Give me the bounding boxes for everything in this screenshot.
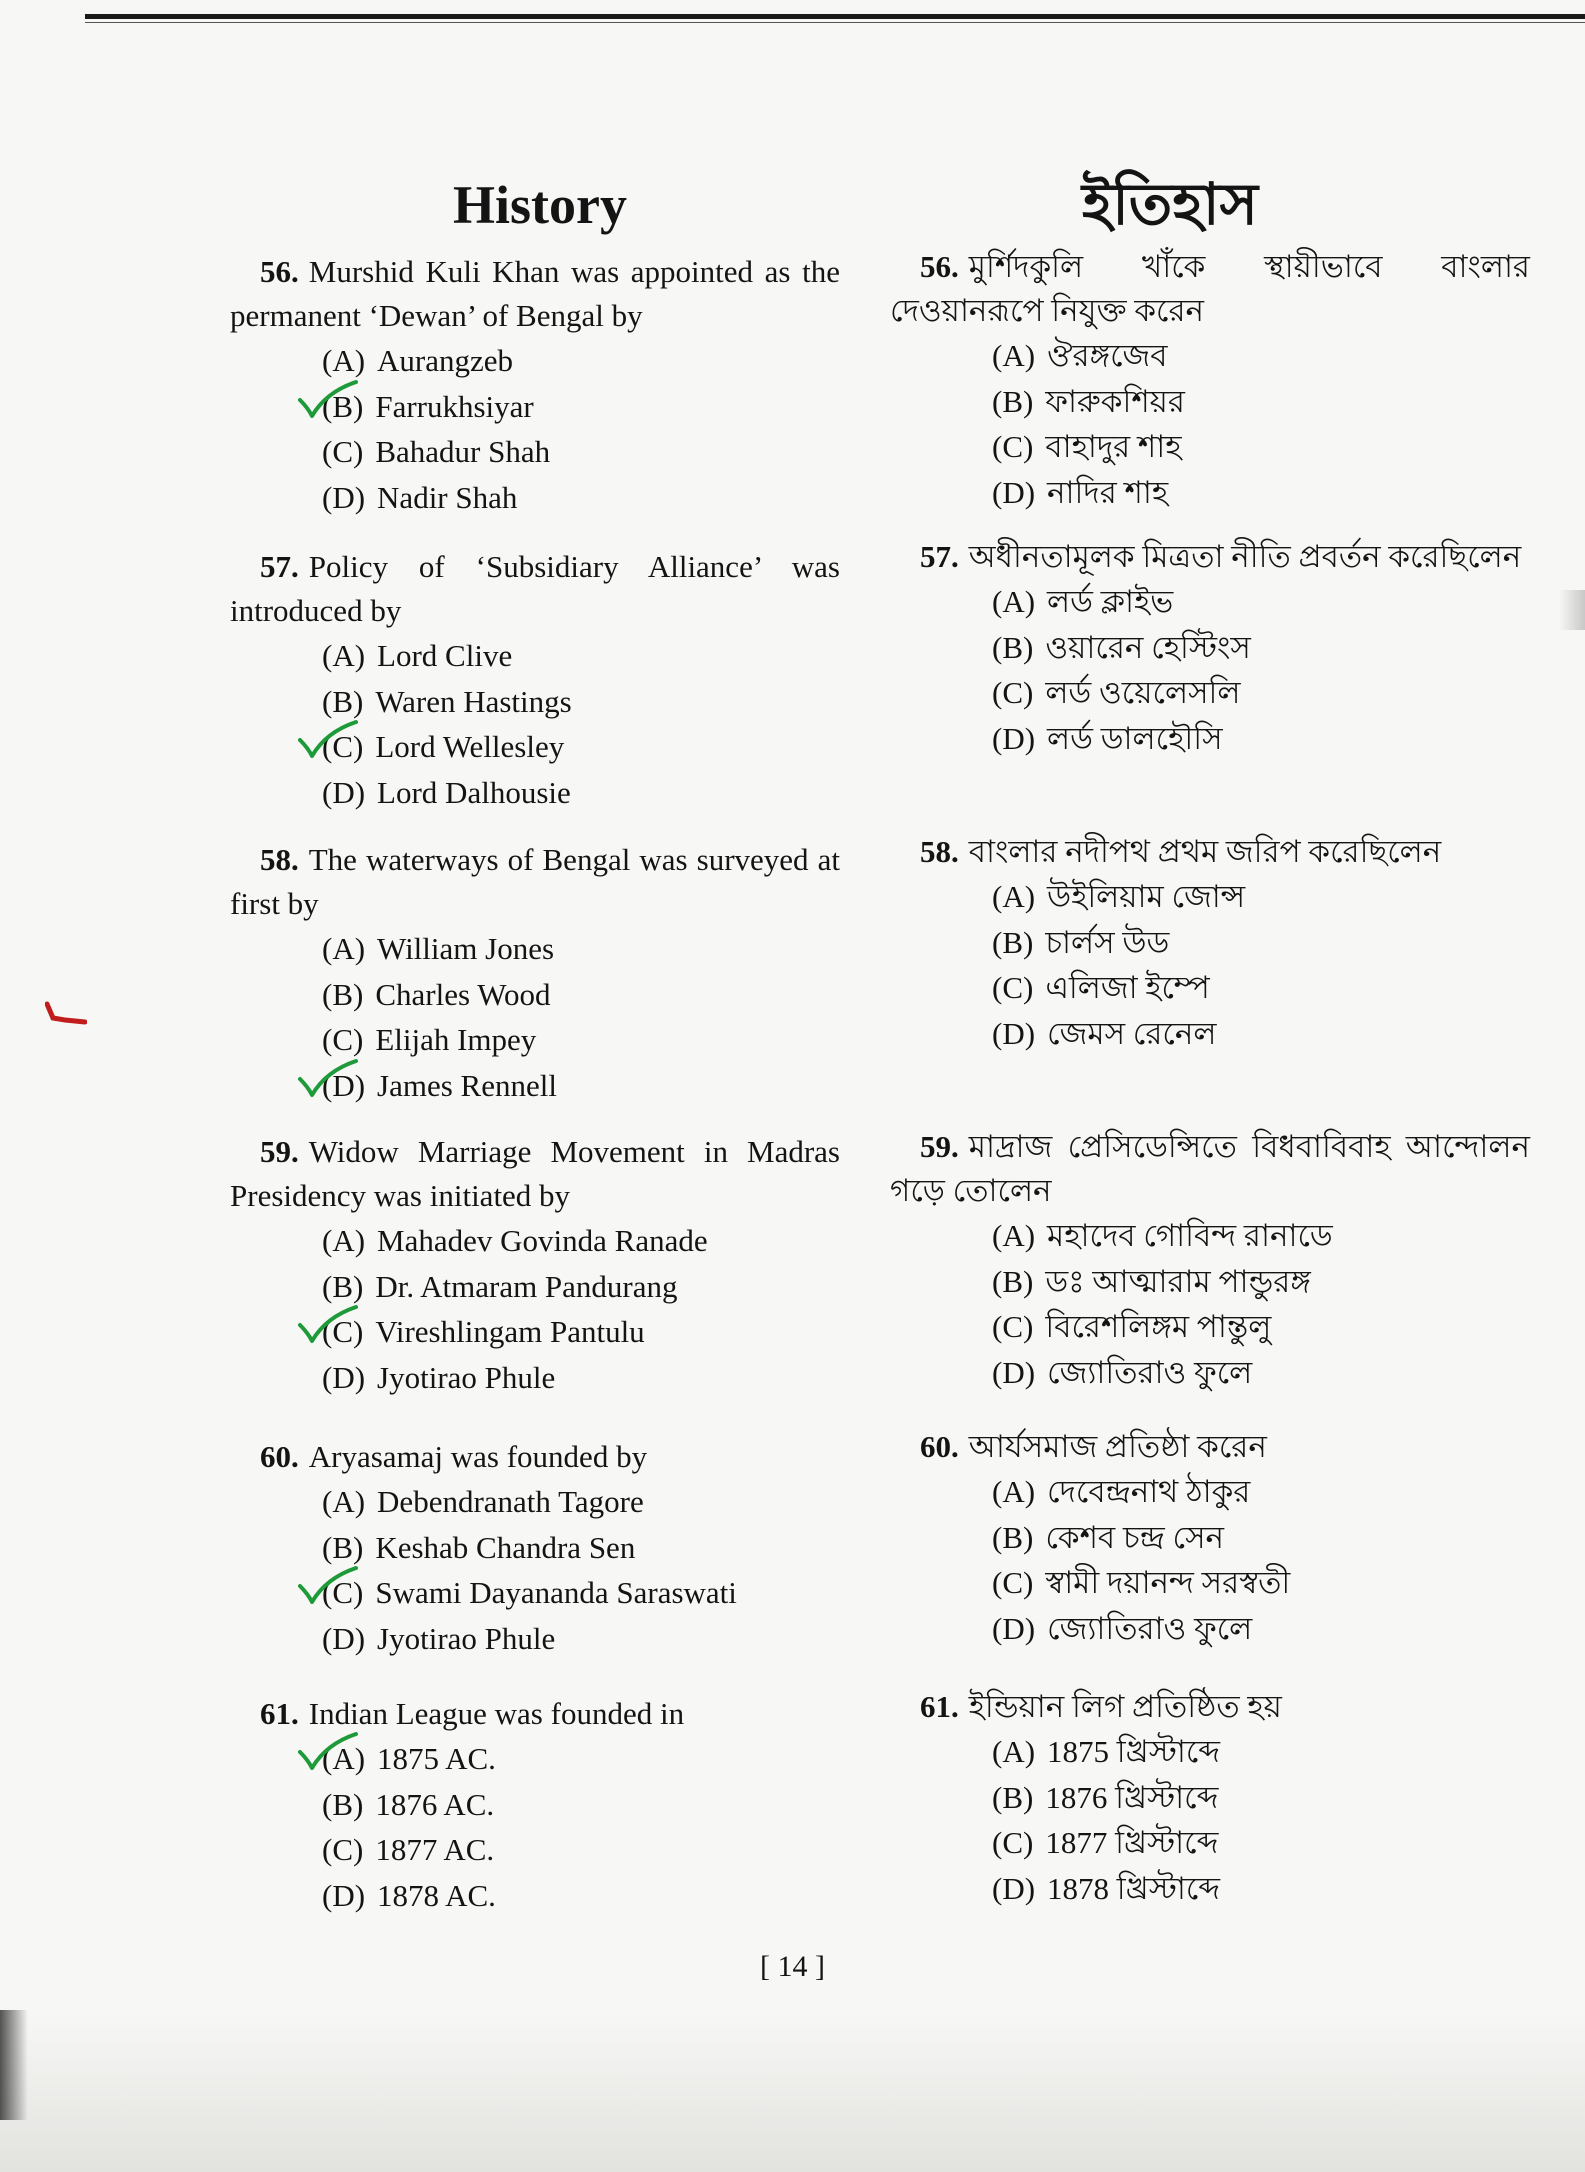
question-stem bbox=[890, 245, 1530, 333]
page-number: [ 14 ] bbox=[760, 1950, 825, 1983]
question-stem bbox=[890, 535, 1530, 579]
checkmark-icon bbox=[296, 1057, 360, 1103]
option-letter: (C) bbox=[322, 1314, 364, 1349]
option-text: জ্যোতিরাও ফুলে bbox=[1047, 1610, 1253, 1646]
option-c bbox=[322, 429, 840, 475]
option-text: উইলিয়াম জোন্স bbox=[1047, 879, 1246, 914]
question-59 bbox=[890, 1125, 1530, 1395]
option-c bbox=[322, 1827, 840, 1873]
option-text: Jyotirao Phule bbox=[377, 1620, 556, 1656]
option-letter: (D) bbox=[992, 1870, 1036, 1906]
option-text: ফারুকশিয়র bbox=[1045, 383, 1185, 419]
question-56 bbox=[890, 245, 1530, 515]
option-text: Dr. Atmaram Pandurang bbox=[375, 1268, 678, 1304]
red-pen-mark bbox=[45, 1000, 87, 1028]
option-text: দেবেন্দ্রনাথ ঠাকুর bbox=[1047, 1474, 1251, 1509]
option-a bbox=[322, 926, 840, 972]
option-a bbox=[322, 633, 840, 679]
question-number: 58. bbox=[260, 842, 299, 877]
scan-margin-shadow bbox=[0, 2010, 28, 2120]
option-letter: (C) bbox=[992, 970, 1034, 1005]
option-b bbox=[992, 1775, 1530, 1821]
option-letter: (D) bbox=[322, 774, 366, 810]
option-letter: (A) bbox=[322, 1223, 366, 1258]
option-text: ওয়ারেন হেস্টিংস bbox=[1045, 629, 1251, 665]
option-d bbox=[992, 1350, 1530, 1396]
checkmark-icon bbox=[296, 378, 360, 424]
question-stem bbox=[230, 545, 840, 633]
option-letter: (A) bbox=[322, 1484, 366, 1519]
question-58 bbox=[230, 838, 840, 1108]
question-61 bbox=[230, 1692, 840, 1918]
option-text: 1877 AC. bbox=[375, 1832, 495, 1867]
option-text: 1878 খ্রিস্টাব্দে bbox=[1047, 1870, 1221, 1906]
option-letter: (C) bbox=[992, 1565, 1034, 1600]
question-number: 57. bbox=[260, 549, 299, 584]
section-title-bengali: ইতিহাস bbox=[1082, 172, 1258, 237]
option-text: Lord Clive bbox=[377, 638, 513, 673]
option-letter: (D) bbox=[322, 1877, 366, 1913]
option-d bbox=[322, 1873, 840, 1919]
option-c bbox=[322, 1309, 840, 1355]
option-text: Lord Dalhousie bbox=[377, 774, 571, 810]
question-56 bbox=[230, 250, 840, 520]
option-list bbox=[230, 1218, 840, 1400]
question-58 bbox=[890, 830, 1530, 1056]
question-number: 61. bbox=[920, 1689, 959, 1724]
question-text: মুর্শিদকুলি খাঁকে স্থায়ীভাবে বাংলার দেওয়ানরূপে নিযুক্ত করেন bbox=[890, 249, 1530, 328]
option-letter: (B) bbox=[992, 629, 1034, 665]
option-letter: (D) bbox=[992, 1610, 1036, 1646]
option-letter: (A) bbox=[992, 1734, 1036, 1769]
question-text: Widow Marriage Movement in Madras Presidency was initiated by bbox=[230, 1134, 840, 1213]
option-letter: (B) bbox=[992, 1263, 1034, 1299]
option-text: ডঃ আত্মারাম পান্ডুরঙ্গ bbox=[1045, 1263, 1311, 1299]
question-text: Indian League was founded in bbox=[308, 1696, 685, 1731]
option-b bbox=[322, 1525, 840, 1571]
option-letter: (D) bbox=[992, 1354, 1036, 1390]
option-c bbox=[322, 1570, 840, 1616]
option-a bbox=[322, 1218, 840, 1264]
option-a bbox=[992, 1213, 1530, 1259]
option-text: Bahadur Shah bbox=[375, 434, 551, 469]
option-letter: (B) bbox=[322, 1786, 364, 1822]
option-letter: (A) bbox=[322, 343, 366, 378]
option-letter: (B) bbox=[322, 683, 364, 719]
option-letter: (A) bbox=[992, 584, 1036, 619]
option-a bbox=[992, 579, 1530, 625]
option-a bbox=[322, 338, 840, 384]
question-text: ইন্ডিয়ান লিগ প্রতিষ্ঠিত হয় bbox=[968, 1689, 1282, 1724]
option-text: James Rennell bbox=[377, 1067, 557, 1103]
option-list bbox=[890, 579, 1530, 761]
option-letter: (D) bbox=[992, 1015, 1036, 1051]
option-text: Aurangzeb bbox=[377, 343, 514, 378]
option-letter: (B) bbox=[992, 924, 1034, 960]
option-text: বিরেশলিঙ্গম পান্তুলু bbox=[1045, 1309, 1272, 1344]
option-letter: (A) bbox=[992, 1218, 1036, 1253]
option-letter: (D) bbox=[322, 1620, 366, 1656]
option-b bbox=[992, 920, 1530, 966]
checkmark-icon bbox=[296, 1730, 360, 1776]
option-d bbox=[322, 475, 840, 521]
question-text: আর্যসমাজ প্রতিষ্ঠা করেন bbox=[968, 1429, 1267, 1464]
option-text: 1876 AC. bbox=[375, 1786, 495, 1822]
option-text: নাদির শাহ bbox=[1047, 474, 1169, 510]
question-text: The waterways of Bengal was surveyed at first by bbox=[230, 842, 840, 921]
option-text: Mahadev Govinda Ranade bbox=[377, 1223, 708, 1258]
option-letter: (C) bbox=[992, 1309, 1034, 1344]
question-60 bbox=[230, 1435, 840, 1661]
question-number: 61. bbox=[260, 1696, 299, 1731]
question-stem bbox=[890, 1125, 1530, 1213]
option-text: Jyotirao Phule bbox=[377, 1359, 556, 1395]
option-b bbox=[992, 1259, 1530, 1305]
checkmark-icon bbox=[296, 1564, 360, 1610]
question-stem bbox=[230, 1130, 840, 1218]
option-c bbox=[992, 670, 1530, 716]
option-letter: (B) bbox=[992, 1519, 1034, 1555]
option-c bbox=[992, 424, 1530, 470]
option-text: Charles Wood bbox=[375, 976, 551, 1012]
option-d bbox=[322, 770, 840, 816]
option-list bbox=[890, 333, 1530, 515]
option-letter: (A) bbox=[322, 931, 366, 966]
option-list bbox=[230, 926, 840, 1108]
option-d bbox=[992, 1606, 1530, 1652]
option-letter: (A) bbox=[992, 1474, 1036, 1509]
option-letter: (B) bbox=[992, 1779, 1034, 1815]
scan-smudge bbox=[1559, 590, 1585, 630]
option-d bbox=[992, 1011, 1530, 1057]
option-b bbox=[322, 1782, 840, 1828]
option-letter: (A) bbox=[322, 1741, 366, 1776]
option-b bbox=[322, 1264, 840, 1310]
option-letter: (C) bbox=[322, 729, 364, 764]
option-text: Debendranath Tagore bbox=[377, 1484, 644, 1519]
question-61 bbox=[890, 1685, 1530, 1911]
option-list bbox=[230, 1736, 840, 1918]
option-list bbox=[890, 1213, 1530, 1395]
question-number: 60. bbox=[260, 1439, 299, 1474]
option-list bbox=[230, 633, 840, 815]
option-letter: (A) bbox=[992, 338, 1036, 373]
question-number: 56. bbox=[260, 254, 299, 289]
question-text: মাদ্রাজ প্রেসিডেন্সিতে বিধবাবিবাহ আন্দোলন গড়ে তোলেন bbox=[890, 1129, 1530, 1208]
question-stem bbox=[230, 1435, 840, 1479]
option-a bbox=[322, 1736, 840, 1782]
option-d bbox=[322, 1616, 840, 1662]
option-a bbox=[992, 1729, 1530, 1775]
option-text: Farrukhsiyar bbox=[375, 388, 534, 424]
checkmark-icon bbox=[296, 718, 360, 764]
option-letter: (B) bbox=[322, 1268, 364, 1304]
option-letter: (C) bbox=[322, 1575, 364, 1610]
option-text: Lord Wellesley bbox=[375, 729, 565, 764]
question-stem bbox=[230, 250, 840, 338]
option-text: 1875 AC. bbox=[377, 1741, 496, 1776]
option-text: চার্লস উড bbox=[1045, 924, 1170, 960]
question-number: 59. bbox=[920, 1129, 959, 1164]
option-letter: (B) bbox=[322, 976, 364, 1012]
question-text: বাংলার নদীপথ প্রথম জরিপ করেছিলেন bbox=[968, 834, 1442, 869]
option-a bbox=[992, 333, 1530, 379]
option-b bbox=[992, 625, 1530, 671]
option-letter: (C) bbox=[322, 434, 364, 469]
option-list bbox=[230, 338, 840, 520]
option-letter: (D) bbox=[322, 1067, 366, 1103]
option-a bbox=[992, 874, 1530, 920]
option-text: স্বামী দয়ানন্দ সরস্বতী bbox=[1045, 1565, 1291, 1600]
option-text: ঔরঙ্গজেব bbox=[1047, 338, 1168, 373]
option-text: 1877 খ্রিস্টাব্দে bbox=[1045, 1825, 1219, 1860]
question-number: 58. bbox=[920, 834, 959, 869]
option-letter: (B) bbox=[322, 388, 364, 424]
option-text: এলিজা ইম্পে bbox=[1045, 970, 1210, 1005]
option-letter: (D) bbox=[992, 720, 1036, 756]
option-text: মহাদেব গোবিন্দ রানাডে bbox=[1047, 1218, 1333, 1253]
option-text: লর্ড ডালহৌসি bbox=[1047, 720, 1223, 756]
option-text: Waren Hastings bbox=[375, 683, 572, 719]
option-c bbox=[992, 1560, 1530, 1606]
scan-shadow bbox=[0, 2012, 1585, 2172]
question-stem bbox=[890, 1685, 1530, 1729]
question-57 bbox=[230, 545, 840, 815]
question-stem bbox=[890, 830, 1530, 874]
checkmark-icon bbox=[296, 1303, 360, 1349]
option-letter: (B) bbox=[992, 383, 1034, 419]
option-d bbox=[992, 716, 1530, 762]
section-title-english: History bbox=[453, 175, 627, 235]
question-stem bbox=[230, 838, 840, 926]
option-text: জেমস রেনেল bbox=[1047, 1015, 1217, 1051]
option-text: Nadir Shah bbox=[377, 479, 518, 515]
option-list bbox=[890, 1469, 1530, 1651]
option-text: বাহাদুর শাহ bbox=[1045, 429, 1182, 464]
option-list bbox=[890, 874, 1530, 1056]
question-number: 60. bbox=[920, 1429, 959, 1464]
option-d bbox=[992, 470, 1530, 516]
question-60 bbox=[890, 1425, 1530, 1651]
option-letter: (C) bbox=[992, 429, 1034, 464]
option-d bbox=[322, 1355, 840, 1401]
option-list bbox=[230, 1479, 840, 1661]
top-rule bbox=[85, 14, 1585, 19]
top-rule-thin bbox=[85, 22, 1585, 23]
option-text: লর্ড ওয়েলেসলি bbox=[1045, 675, 1241, 710]
option-a bbox=[322, 1479, 840, 1525]
option-b bbox=[992, 1515, 1530, 1561]
option-letter: (A) bbox=[992, 879, 1036, 914]
option-c bbox=[992, 1304, 1530, 1350]
question-text: অধীনতামূলক মিত্রতা নীতি প্রবর্তন করেছিলেন bbox=[968, 539, 1522, 574]
option-list bbox=[890, 1729, 1530, 1911]
option-letter: (C) bbox=[992, 1825, 1034, 1860]
option-letter: (D) bbox=[322, 1359, 366, 1395]
question-number: 56. bbox=[920, 249, 959, 284]
question-number: 57. bbox=[920, 539, 959, 574]
option-text: 1875 খ্রিস্টাব্দে bbox=[1047, 1734, 1221, 1769]
question-text: Murshid Kuli Khan was appointed as the permanent ‘Dewan’ of Bengal by bbox=[230, 254, 840, 333]
option-c bbox=[992, 965, 1530, 1011]
option-text: Keshab Chandra Sen bbox=[375, 1529, 636, 1565]
question-59 bbox=[230, 1130, 840, 1400]
option-text: লর্ড ক্লাইভ bbox=[1047, 584, 1174, 619]
english-column bbox=[230, 170, 860, 1913]
option-letter: (C) bbox=[322, 1832, 364, 1867]
option-letter: (D) bbox=[992, 474, 1036, 510]
option-b bbox=[322, 384, 840, 430]
option-letter: (C) bbox=[322, 1022, 364, 1057]
option-letter: (C) bbox=[992, 675, 1034, 710]
option-d bbox=[322, 1063, 840, 1109]
option-letter: (B) bbox=[322, 1529, 364, 1565]
option-a bbox=[992, 1469, 1530, 1515]
option-c bbox=[992, 1820, 1530, 1866]
question-57 bbox=[890, 535, 1530, 761]
question-text: Aryasamaj was founded by bbox=[308, 1439, 648, 1474]
question-text: Policy of ‘Subsidiary Alliance’ was introduced by bbox=[230, 549, 840, 628]
option-letter: (D) bbox=[322, 479, 366, 515]
option-text: Swami Dayananda Saraswati bbox=[375, 1575, 737, 1610]
option-text: 1876 খ্রিস্টাব্দে bbox=[1045, 1779, 1219, 1815]
option-c bbox=[322, 1017, 840, 1063]
option-c bbox=[322, 724, 840, 770]
option-text: William Jones bbox=[377, 931, 555, 966]
option-b bbox=[322, 679, 840, 725]
question-stem bbox=[890, 1425, 1530, 1469]
option-b bbox=[992, 379, 1530, 425]
option-text: Elijah Impey bbox=[375, 1022, 537, 1057]
bengali-column bbox=[890, 170, 1550, 1906]
option-text: কেশব চন্দ্র সেন bbox=[1045, 1519, 1225, 1555]
option-text: জ্যোতিরাও ফুলে bbox=[1047, 1354, 1253, 1390]
option-b bbox=[322, 972, 840, 1018]
option-text: 1878 AC. bbox=[377, 1877, 496, 1913]
option-d bbox=[992, 1866, 1530, 1912]
option-letter: (A) bbox=[322, 638, 366, 673]
question-number: 59. bbox=[260, 1134, 299, 1169]
option-text: Vireshlingam Pantulu bbox=[375, 1314, 645, 1349]
